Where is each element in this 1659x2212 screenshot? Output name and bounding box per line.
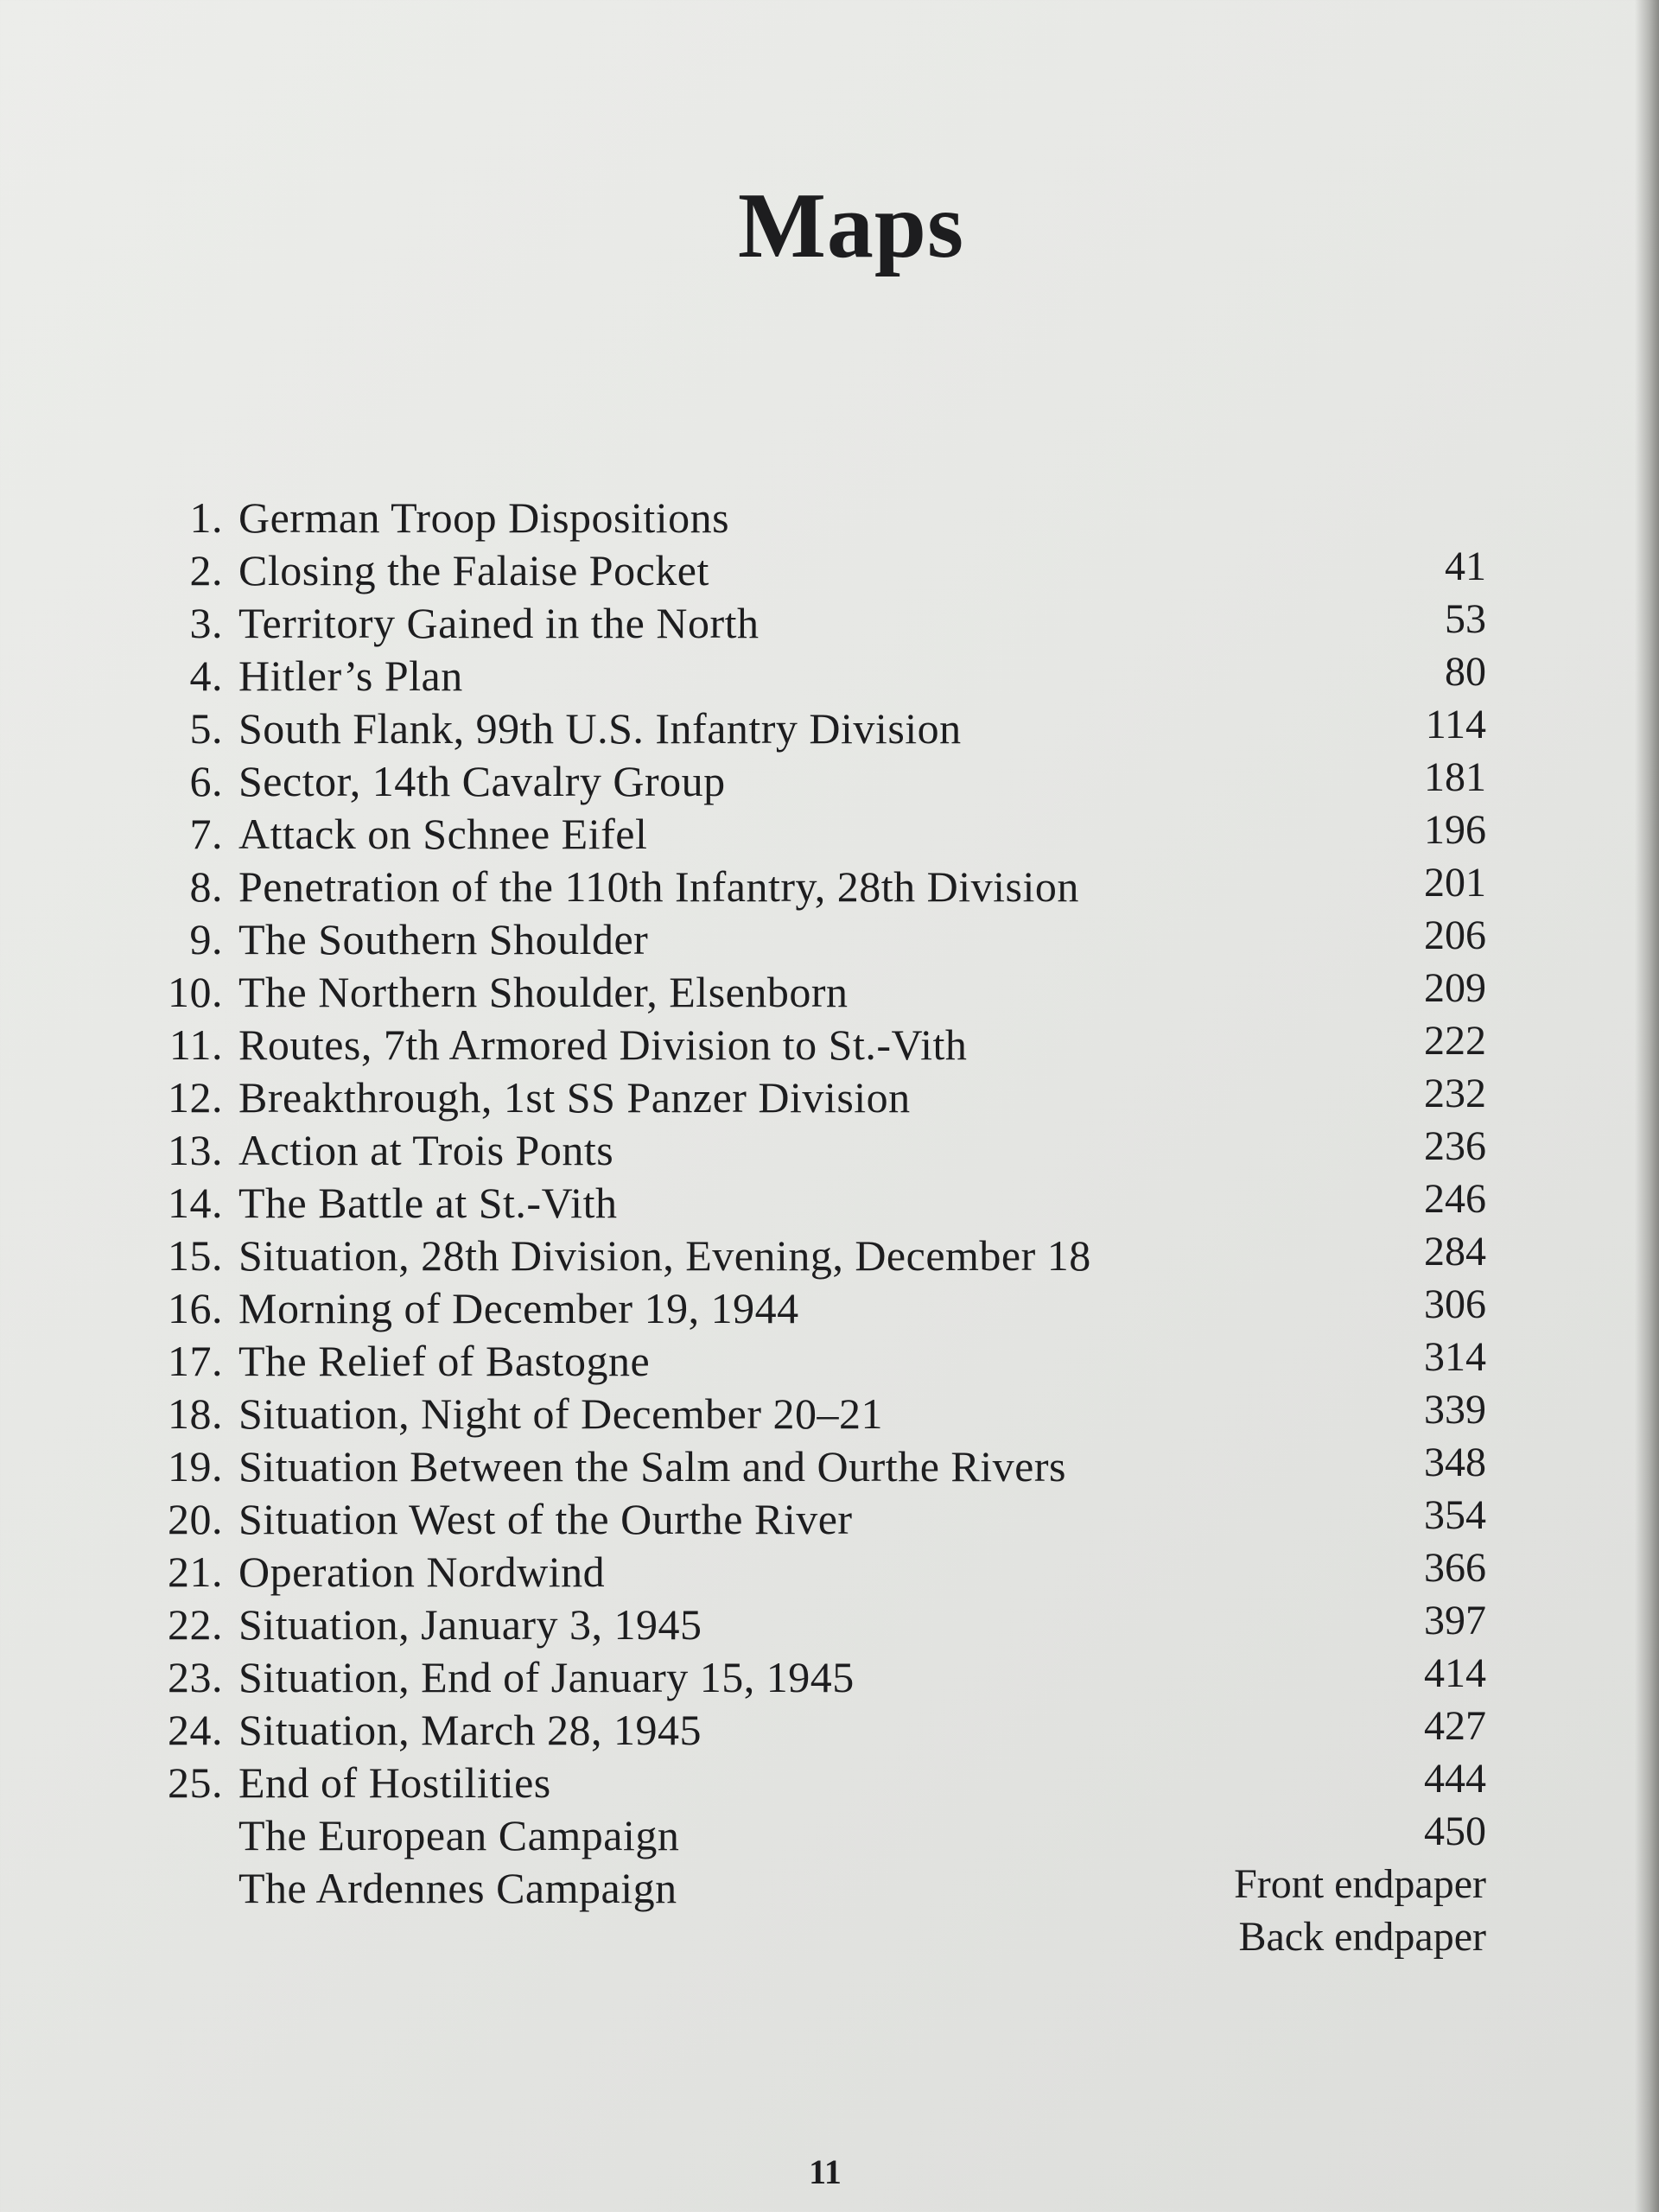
- entry-number: 8.: [189, 862, 223, 911]
- entry-number: 4.: [189, 652, 223, 700]
- entry-title: Situation, End of January 15, 1945: [238, 1653, 855, 1701]
- entry-number: 24.: [168, 1706, 223, 1754]
- entry-number: 12.: [168, 1073, 223, 1122]
- entry-title: The Battle at St.-Vith: [238, 1179, 618, 1227]
- folio-page-number: 11: [809, 2152, 842, 2191]
- entry-number: 5.: [189, 704, 223, 753]
- entry-number: 25.: [168, 1758, 223, 1807]
- page-number: 366: [1424, 1545, 1486, 1591]
- entry-title: Situation, 28th Division, Evening, December 18: [238, 1231, 1091, 1280]
- entry-number: 17.: [168, 1337, 223, 1385]
- entry-number: 19.: [168, 1442, 223, 1491]
- page-number: 306: [1424, 1281, 1486, 1327]
- entry-number: 16.: [168, 1284, 223, 1332]
- entry-title: Hitler’s Plan: [238, 652, 463, 700]
- page-number: 209: [1424, 965, 1486, 1011]
- entry-title: The Southern Shoulder: [238, 915, 649, 963]
- page-number: 114: [1425, 702, 1486, 747]
- page-number: 196: [1424, 807, 1486, 853]
- entry-title: Situation, January 3, 1945: [238, 1600, 702, 1649]
- entry-title: Sector, 14th Cavalry Group: [238, 757, 726, 805]
- entry-title: The Northern Shoulder, Elsenborn: [238, 968, 849, 1016]
- entry-title: Routes, 7th Armored Division to St.-Vith: [238, 1020, 968, 1069]
- entry-number: 7.: [189, 810, 223, 858]
- page-number: 284: [1424, 1229, 1486, 1274]
- page-number: 206: [1424, 912, 1486, 958]
- entry-title: Situation, Night of December 20–21: [238, 1389, 884, 1438]
- entry-title: The European Campaign: [238, 1811, 680, 1859]
- entry-number: 10.: [168, 968, 223, 1016]
- page-number: 201: [1424, 860, 1486, 906]
- entry-number: 18.: [168, 1389, 223, 1438]
- entry-number: 21.: [168, 1548, 223, 1596]
- entry-title: Situation, March 28, 1945: [238, 1706, 702, 1754]
- entry-number: 1.: [189, 493, 223, 542]
- entry-title: South Flank, 99th U.S. Infantry Division: [238, 704, 962, 753]
- entry-title: German Troop Dispositions: [238, 493, 730, 542]
- page-number: 236: [1424, 1123, 1486, 1169]
- page-title: Maps: [737, 175, 965, 277]
- entry-number: 2.: [189, 546, 223, 594]
- page-number: 53: [1445, 596, 1486, 642]
- entry-title: The Relief of Bastogne: [238, 1337, 651, 1385]
- entry-title: End of Hostilities: [238, 1758, 551, 1807]
- page-number: 246: [1424, 1176, 1486, 1222]
- entry-number: 11.: [168, 1020, 223, 1069]
- entry-title: Attack on Schnee Eifel: [238, 810, 648, 858]
- entry-title: Breakthrough, 1st SS Panzer Division: [238, 1073, 911, 1122]
- entry-title: Closing the Falaise Pocket: [238, 546, 709, 594]
- page-number-column: [1227, 540, 1486, 1963]
- page-number: 397: [1424, 1598, 1486, 1643]
- page-number: 80: [1445, 649, 1486, 695]
- entry-title: The Ardennes Campaign: [238, 1864, 677, 1912]
- page-number: 222: [1424, 1018, 1486, 1064]
- page-number: 354: [1424, 1492, 1486, 1538]
- entry-title: Territory Gained in the North: [238, 599, 760, 647]
- page-number: 339: [1424, 1387, 1486, 1433]
- entry-title: Morning of December 19, 1944: [238, 1284, 799, 1332]
- page-number: 427: [1424, 1703, 1486, 1749]
- entry-number: 3.: [189, 599, 223, 647]
- entry-title: Operation Nordwind: [238, 1548, 606, 1596]
- page-number: 41: [1445, 543, 1486, 589]
- entry-number: 6.: [189, 757, 223, 805]
- page-number: 348: [1424, 1440, 1486, 1485]
- entry-title: Situation West of the Ourthe River: [238, 1495, 853, 1543]
- page-number: 232: [1424, 1071, 1486, 1116]
- page-number: 450: [1424, 1808, 1486, 1854]
- page-number: Front endpaper: [1234, 1861, 1486, 1907]
- page-number: Back endpaper: [1238, 1914, 1486, 1960]
- entry-number: 15.: [168, 1231, 223, 1280]
- entry-number: 14.: [168, 1179, 223, 1227]
- page-edge-shadow: [1635, 0, 1659, 2212]
- entry-number: 13.: [168, 1126, 223, 1174]
- page-number: 414: [1424, 1650, 1486, 1696]
- entry-number: 20.: [168, 1495, 223, 1543]
- page-number: 314: [1424, 1334, 1486, 1380]
- entry-number: 9.: [189, 915, 223, 963]
- entry-number: 23.: [168, 1653, 223, 1701]
- entry-title: Action at Trois Ponts: [238, 1126, 614, 1174]
- entry-number: 22.: [168, 1600, 223, 1649]
- entry-title: Situation Between the Salm and Ourthe Rivers: [238, 1442, 1066, 1491]
- page-number: 181: [1424, 754, 1486, 800]
- entry-title: Penetration of the 110th Infantry, 28th Division: [238, 862, 1079, 911]
- list-item: [130, 493, 1495, 545]
- page-number: 444: [1424, 1756, 1486, 1802]
